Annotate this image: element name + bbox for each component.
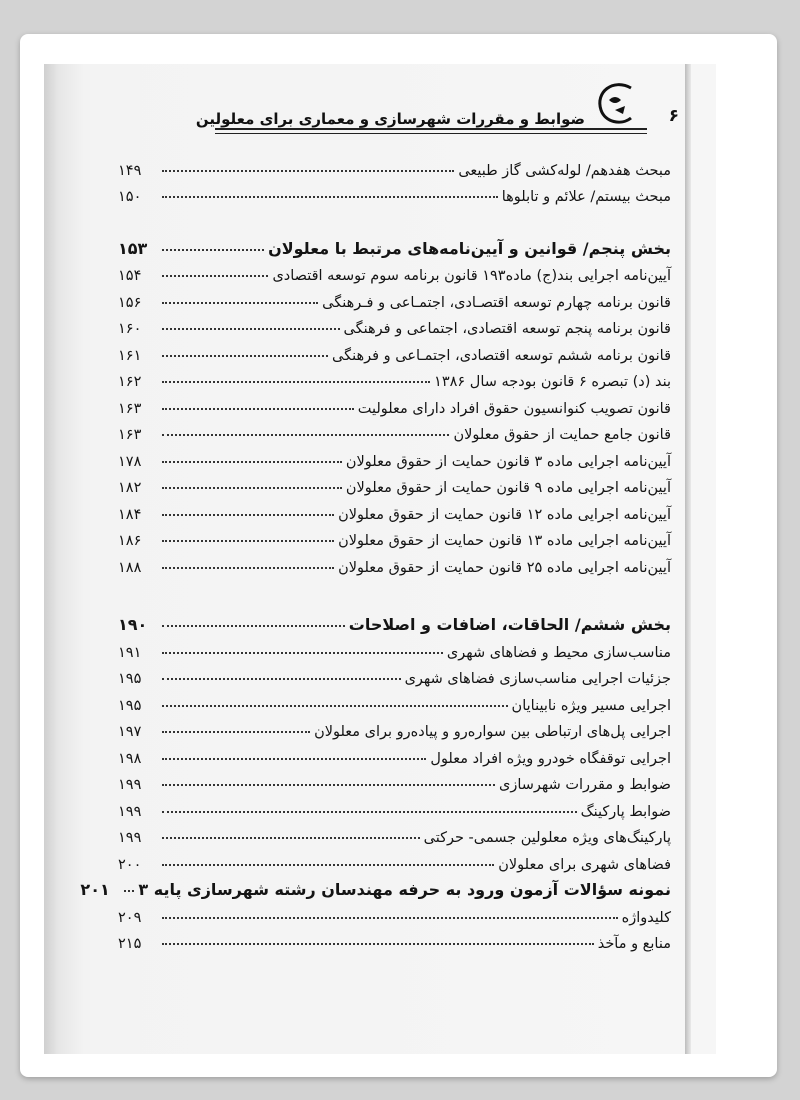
toc-entry — [118, 926, 671, 953]
dot-leader — [162, 461, 342, 463]
dot-leader — [162, 355, 328, 357]
book-spine-shadow — [685, 64, 691, 1054]
toc-entry — [118, 661, 671, 688]
toc-page-number: ۱۷۸ — [118, 453, 142, 470]
toc-entry — [118, 767, 671, 794]
header-title: ضوابط و مقررات شهرسازی و معماری برای معلولین — [195, 110, 585, 128]
toc-entry — [118, 417, 671, 444]
toc-page-number: ۱۹۸ — [118, 750, 142, 767]
toc-page-number: ۲۱۵ — [118, 936, 142, 952]
toc-entry-title: قانون برنامه پنجم توسعه اقتصادی، اجتماعی و فرهنگی — [343, 321, 671, 337]
toc-page-number: ۱۶۳ — [118, 427, 142, 443]
dot-leader — [162, 514, 334, 516]
toc-entry — [118, 523, 671, 550]
toc-entry-title: آیین‌نامه اجرایی ماده ۳ قانون حمایت از حقوق معلولان — [345, 453, 671, 470]
dot-leader — [162, 196, 498, 198]
header-rule — [215, 128, 647, 130]
toc-entry-title: ضوابط و مقررات شهرسازی — [499, 777, 671, 793]
toc-entry-title: قانون برنامه چهارم توسعه اقتصـادی، اجتمـاعی و فـرهنگی — [322, 294, 671, 311]
toc-page-number: ۱۹۷ — [118, 724, 142, 740]
toc-section-heading — [118, 231, 671, 258]
toc-entry-title: آیین‌نامه اجرایی ماده ۱۲ قانون حمایت از حقوق معلولان — [338, 506, 671, 523]
page-number: ۶ — [668, 106, 679, 126]
header-rule-secondary — [215, 133, 647, 134]
toc-entry — [118, 284, 671, 311]
toc-entry-title: بخش ششم/ الحاقات، اضافات و اصلاحات — [348, 615, 671, 634]
toc-entry — [118, 337, 671, 364]
toc-page-number: ۱۹۹ — [118, 777, 142, 793]
toc-section-heading — [80, 873, 671, 900]
dot-leader — [162, 678, 401, 680]
toc-page-number: ۱۹۵ — [118, 697, 142, 714]
dot-leader — [162, 487, 342, 489]
toc-entry — [118, 443, 671, 470]
toc-entry-title: اجرایی پل‌های ارتباطی بین سواره‌رو و پیاده‌رو برای معلولان — [314, 724, 671, 740]
toc-entry — [118, 311, 671, 338]
toc-page-number: ۱۹۰ — [118, 615, 148, 634]
toc-entry-title: مبحث بیستم/ علائم و تابلوها — [501, 189, 671, 205]
toc-entry-title: جزئیات اجرایی مناسب‌سازی فضاهای شهری — [404, 671, 671, 687]
toc-page-number: ۱۶۱ — [118, 347, 142, 364]
toc-entry-title: آیین‌نامه اجرایی ماده ۹ قانون حمایت از حقوق معلولان — [345, 480, 671, 496]
dot-leader — [162, 943, 594, 945]
toc-entry-title: مبحث هفدهم/ لوله‌کشی گاز طبیعی — [458, 162, 671, 179]
toc-entry-title: قانون برنامه ششم توسعه اقتصادی، اجتمـاعی و فرهنگی — [331, 347, 671, 364]
toc-page-number: ۲۰۱ — [80, 880, 110, 899]
dot-leader — [162, 328, 340, 330]
toc-entry — [118, 179, 671, 206]
dot-leader — [162, 408, 354, 410]
toc-entry-title: قانون تصویب کنوانسیون حقوق افراد دارای معلولیت — [357, 400, 671, 417]
dot-leader — [162, 302, 318, 304]
toc-entry — [118, 687, 671, 714]
toc-page-number: ۱۹۱ — [118, 644, 142, 661]
toc-entry-title: فضاهای شهری برای معلولان — [498, 856, 671, 873]
toc-entry-title: کلیدواژه — [621, 909, 671, 926]
toc-page-number: ۱۵۴ — [118, 268, 142, 284]
toc-entry — [118, 793, 671, 820]
toc-entry-title: اجرایی مسیر ویژه نابینایان — [511, 697, 671, 714]
toc-page-number: ۱۵۰ — [118, 189, 142, 205]
dot-leader — [162, 540, 334, 542]
dot-leader — [162, 731, 310, 733]
dot-leader — [162, 652, 443, 654]
toc-entry — [118, 714, 671, 741]
dot-leader — [162, 625, 345, 627]
toc-entry — [118, 258, 671, 285]
toc-page-number: ۱۹۹ — [118, 803, 142, 820]
dot-leader — [162, 567, 334, 569]
toc-entry-title: اجرایی توقفگاه خودرو ویژه افراد معلول — [430, 750, 671, 767]
toc-entry-title: مناسب‌سازی محیط و فضاهای شهری — [446, 644, 671, 661]
dot-leader — [162, 705, 508, 707]
toc-entry-title: ضوابط پارکینگ — [580, 803, 671, 820]
toc-entry — [118, 634, 671, 661]
dot-leader — [124, 890, 134, 892]
toc-entry-title: بند (د) تبصره ۶ قانون بودجه سال ۱۳۸۶ — [434, 374, 671, 390]
toc-page-number: ۱۸۸ — [118, 559, 142, 576]
toc-entry-title: منابع و مآخذ — [597, 936, 671, 952]
toc-entry-title: آیین‌نامه اجرایی ماده ۱۳ قانون حمایت از حقوق معلولان — [338, 533, 671, 549]
toc-entry-title: بخش پنجم/ قوانین و آیین‌نامه‌های مرتبط با معلولان — [268, 238, 671, 258]
dot-leader — [162, 758, 426, 760]
dot-leader — [162, 837, 420, 839]
dot-leader — [162, 811, 577, 813]
dot-leader — [162, 784, 495, 786]
toc-entry-title: پارکینگ‌های ویژه معلولین جسمی- حرکتی — [423, 830, 671, 846]
toc-entry-title: آیین‌نامه اجرایی ماده ۲۵ قانون حمایت از حقوق معلولان — [338, 559, 671, 576]
toc-entry — [118, 899, 671, 926]
toc-entry — [118, 390, 671, 417]
toc-entry — [118, 549, 671, 576]
dot-leader — [162, 434, 449, 436]
dot-leader — [162, 170, 454, 172]
toc-page-number: ۱۸۲ — [118, 480, 142, 496]
toc-entry — [118, 846, 671, 873]
toc-page-number: ۱۶۲ — [118, 374, 142, 390]
toc-entry-title: قانون جامع حمایت از حقوق معلولان — [453, 427, 671, 443]
dot-leader — [162, 275, 268, 277]
toc-entry — [118, 152, 671, 179]
toc-page-number: ۱۹۵ — [118, 671, 142, 687]
toc-entry-title: آیین‌نامه اجرایی بند(ج) ماده۱۹۳ قانون برنامه سوم توسعه اقتصادی — [272, 268, 671, 284]
toc-entry — [118, 364, 671, 391]
toc-page-number: ۲۰۰ — [118, 856, 142, 873]
publisher-logo — [591, 80, 641, 128]
toc-entry — [118, 820, 671, 847]
toc-entry-title: نمونه سؤالات آزمون ورود به حرفه مهندسان رشته شهرسازی پایه ۳ — [138, 880, 671, 899]
toc-page-number: ۱۶۰ — [118, 321, 142, 337]
toc-page-number: ۱۶۳ — [118, 400, 142, 417]
table-of-contents — [80, 152, 671, 952]
toc-page-number: ۱۴۹ — [118, 162, 142, 179]
toc-entry — [118, 740, 671, 767]
toc-page-number: ۱۸۶ — [118, 533, 142, 549]
running-header — [195, 76, 681, 142]
toc-page-number: ۱۹۹ — [118, 830, 142, 846]
dot-leader — [162, 864, 494, 866]
dot-leader — [162, 917, 618, 919]
dot-leader — [162, 249, 264, 251]
toc-entry — [118, 496, 671, 523]
dot-leader — [162, 381, 430, 383]
toc-entry — [118, 470, 671, 497]
toc-page-number: ۱۸۴ — [118, 506, 142, 523]
toc-page-number: ۱۵۳ — [118, 238, 148, 258]
toc-section-heading — [118, 608, 671, 635]
toc-page-number: ۱۵۶ — [118, 294, 142, 311]
toc-page-number: ۲۰۹ — [118, 909, 142, 926]
